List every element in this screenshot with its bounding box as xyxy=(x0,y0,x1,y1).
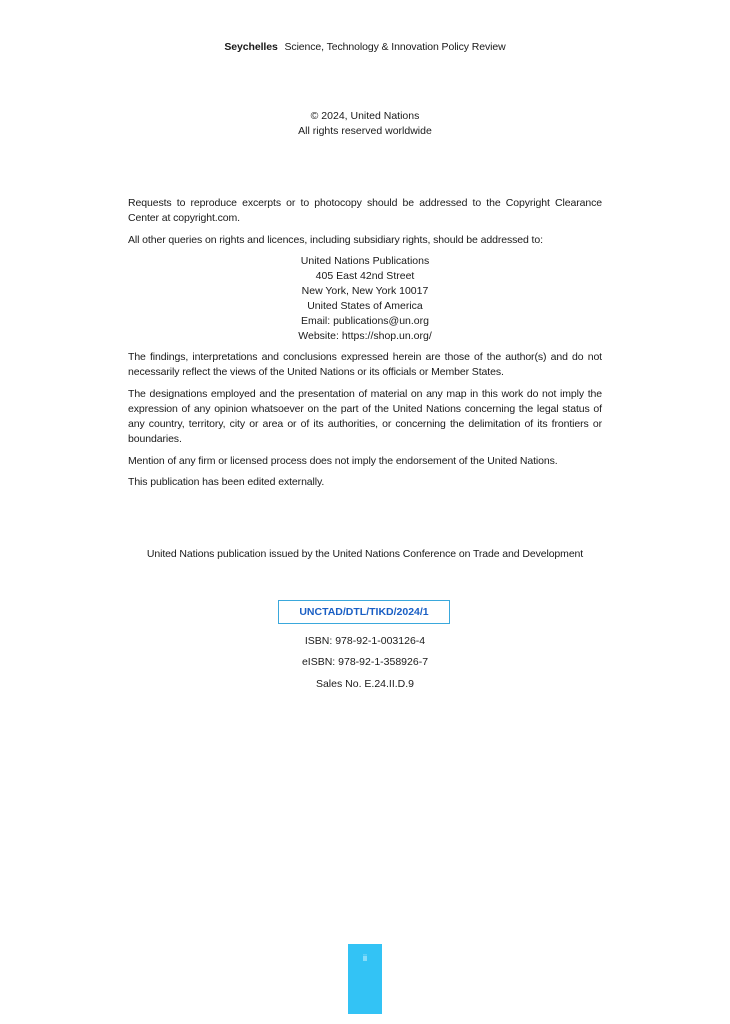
issued-by-line: United Nations publication issued by the United Nations Conference on Trade and Development xyxy=(146,548,584,560)
address-city: New York, New York 10017 xyxy=(301,285,429,297)
header-country: Seychelles xyxy=(224,41,278,53)
isbn: ISBN: 978-92-1-003126-4 xyxy=(304,635,426,647)
header-title: Science, Technology & Innovation Policy Review xyxy=(284,41,506,53)
findings-disclaimer: The findings, interpretations and conclusions expressed herein are those of the author(s) and do not necessarily reflect the views of the United Nations or its officials or Member States. xyxy=(128,351,602,378)
copyright-notice xyxy=(0,109,730,139)
page-number: ii xyxy=(363,953,367,963)
address-country: United States of America xyxy=(307,300,423,312)
reproduce-paragraph: Requests to reproduce excerpts or to photocopy should be addressed to the Copyright Clearance Center at copyright.com. xyxy=(128,197,602,224)
designations-disclaimer: The designations employed and the presentation of material on any map in this work do not imply the expression of any opinion whatsoever on the part of the United Nations concerning the legal status of any country, territory, city or area or of its authorities, or concerning the delimitation of its frontiers or boundaries. xyxy=(128,388,602,445)
address-org: United Nations Publications xyxy=(300,255,430,267)
edited-note: This publication has been edited externally. xyxy=(128,476,325,488)
queries-paragraph: All other queries on rights and licences, including subsidiary rights, should be addressed to: xyxy=(128,234,543,246)
document-symbol-box: UNCTAD/DTL/TIKD/2024/1 xyxy=(278,600,450,624)
eisbn: eISBN: 978-92-1-358926-7 xyxy=(301,656,429,668)
mention-disclaimer: Mention of any firm or licensed process does not imply the endorsement of the United Nations. xyxy=(128,455,558,467)
address-email: Email: publications@un.org xyxy=(301,315,429,327)
copyright-line: © 2024, United Nations xyxy=(310,110,420,122)
address-street: 405 East 42nd Street xyxy=(315,270,415,282)
publications-address xyxy=(0,254,730,344)
address-website: Website: https://shop.un.org/ xyxy=(298,330,432,342)
rights-reserved-line: All rights reserved worldwide xyxy=(298,125,432,137)
sales-number: Sales No. E.24.II.D.9 xyxy=(315,678,415,690)
running-header xyxy=(0,41,730,53)
page-number-tab xyxy=(348,944,382,1014)
